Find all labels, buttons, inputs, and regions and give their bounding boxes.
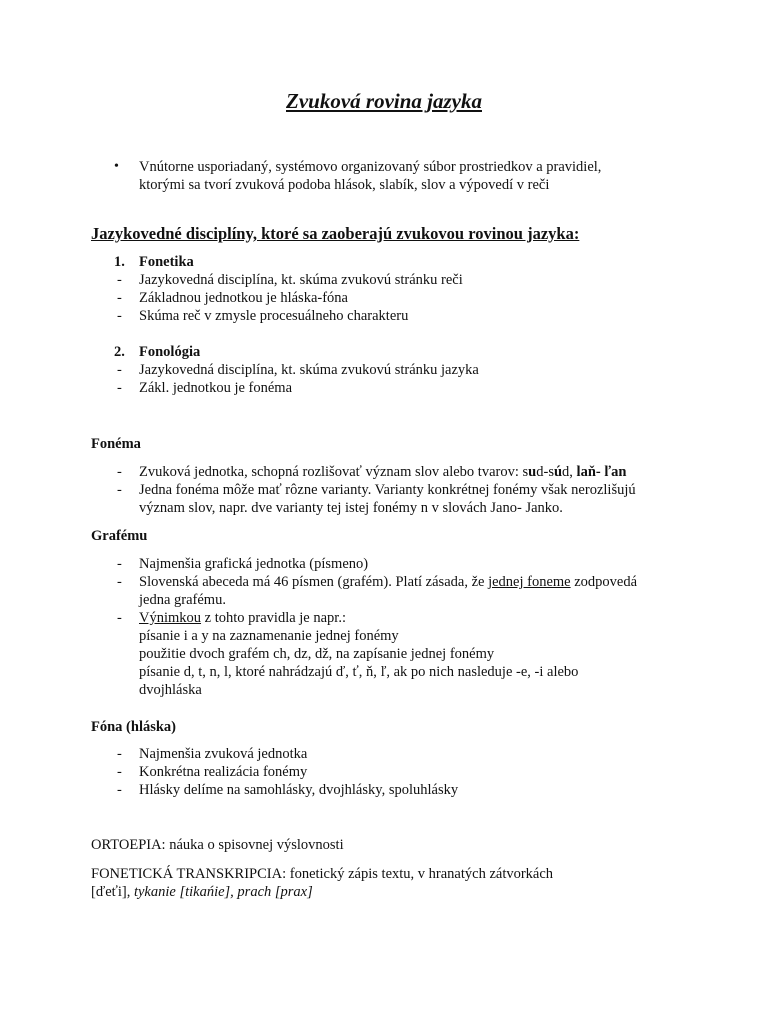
intro-line-2: ktorými sa tvorí zvuková podoba hlások, slabík, slov a výpovedí v reči bbox=[139, 177, 550, 193]
dash-marker: - bbox=[117, 782, 122, 798]
list-item: Základnou jednotkou je hláska-fóna bbox=[139, 290, 348, 306]
dash-marker: - bbox=[117, 610, 122, 626]
fonologia-title: Fonológia bbox=[139, 344, 201, 360]
grafema-item-1: Najmenšia grafická jednotka (písmeno) bbox=[139, 556, 369, 572]
fonetika-title: Fonetika bbox=[139, 254, 194, 270]
text-run: d-s bbox=[536, 464, 554, 480]
text-run-bold: u bbox=[528, 464, 537, 480]
list-item: Konkrétna realizácia fonémy bbox=[139, 764, 308, 780]
text-run: d, bbox=[562, 464, 577, 480]
text-run: Slovenská abeceda má 46 písmen (grafém). Platí zásada, že bbox=[139, 574, 489, 590]
dash-marker: - bbox=[117, 746, 122, 762]
grafema-heading: Grafému bbox=[91, 528, 148, 544]
grafema-item-3-line-2: písanie i a y na zaznamenanie jednej fonémy bbox=[139, 628, 399, 644]
bullet-marker: • bbox=[114, 159, 119, 174]
grafema-item-3-line-1 bbox=[139, 609, 346, 627]
dash-marker: - bbox=[117, 272, 122, 288]
dash-marker: - bbox=[117, 764, 122, 780]
list-item: Jazykovedná disciplína, kt. skúma zvukovú stránku jazyka bbox=[139, 362, 479, 378]
transkripcia-text: fonetický zápis textu, v hranatých zátvorkách bbox=[286, 866, 554, 882]
text-run-underlined: jednej foneme bbox=[488, 574, 571, 590]
text-run: zodpovedá bbox=[570, 574, 638, 590]
list-number: 2. bbox=[114, 344, 125, 360]
list-item: Zákl. jednotkou je fonéma bbox=[139, 380, 293, 396]
grafema-item-3-line-3: použitie dvoch grafém ch, dz, dž, na zapísanie jednej fonémy bbox=[139, 646, 495, 662]
text-run-bold: laň- ľan bbox=[576, 464, 627, 480]
grafema-item-2-line-2: jedna grafému. bbox=[139, 592, 226, 608]
fonema-item-2-line-1: Jedna fonéma môže mať rôzne varianty. Varianty konkrétnej fonémy však nerozlišujú bbox=[139, 482, 636, 498]
page-title: Zvuková rovina jazyka bbox=[286, 89, 482, 113]
text-run-underlined: Výnimkou bbox=[139, 610, 202, 626]
fonema-heading: Fonéma bbox=[91, 436, 141, 452]
transkripcia-example: [ďeťi], bbox=[91, 884, 134, 900]
transkripcia-line-1 bbox=[91, 865, 553, 883]
dash-marker: - bbox=[117, 464, 122, 480]
ortoepia-line: ORTOEPIA: náuka o spisovnej výslovnosti bbox=[91, 837, 344, 853]
fonema-item-1 bbox=[139, 463, 626, 481]
grafema-item-3-line-5: dvojhláska bbox=[139, 682, 202, 698]
list-item: Hlásky delíme na samohlásky, dvojhlásky, spoluhlásky bbox=[139, 782, 459, 798]
dash-marker: - bbox=[117, 380, 122, 396]
transkripcia-label: FONETICKÁ TRANSKRIPCIA: bbox=[91, 866, 287, 882]
dash-marker: - bbox=[117, 290, 122, 306]
transkripcia-line-2 bbox=[91, 883, 313, 901]
dash-marker: - bbox=[117, 556, 122, 572]
list-item: Najmenšia zvuková jednotka bbox=[139, 746, 308, 762]
text-run: z tohto pravidla je napr.: bbox=[201, 610, 346, 626]
text-run-bold: ú bbox=[553, 464, 563, 480]
section-heading-disciplines: Jazykovedné disciplíny, ktoré sa zaoberajú zvukovou rovinou jazyka: bbox=[91, 224, 580, 243]
dash-marker: - bbox=[117, 308, 122, 324]
intro-line-1: Vnútorne usporiadaný, systémovo organizovaný súbor prostriedkov a pravidiel, bbox=[139, 159, 602, 175]
grafema-item-3-line-4: písanie d, t, n, l, ktoré nahrádzajú ď, ť, ň, ľ, ak po nich nasleduje -e, -i alebo bbox=[139, 664, 579, 680]
dash-marker: - bbox=[117, 574, 122, 590]
list-item: Jazykovedná disciplína, kt. skúma zvukovú stránku reči bbox=[139, 272, 463, 288]
transkripcia-example-italic: tykanie [tikańie], prach [prax] bbox=[133, 884, 313, 900]
text-run: Zvuková jednotka, schopná rozlišovať význam slov alebo tvarov: s bbox=[139, 464, 529, 480]
dash-marker: - bbox=[117, 482, 122, 498]
grafema-item-2-line-1 bbox=[139, 573, 637, 591]
list-item: Skúma reč v zmysle procesuálneho charakteru bbox=[139, 308, 409, 324]
dash-marker: - bbox=[117, 362, 122, 378]
fona-heading: Fóna (hláska) bbox=[91, 719, 177, 735]
list-number: 1. bbox=[114, 254, 125, 270]
fonema-item-2-line-2: význam slov, napr. dve varianty tej istej fonémy n v slovách Jano- Janko. bbox=[139, 500, 563, 516]
